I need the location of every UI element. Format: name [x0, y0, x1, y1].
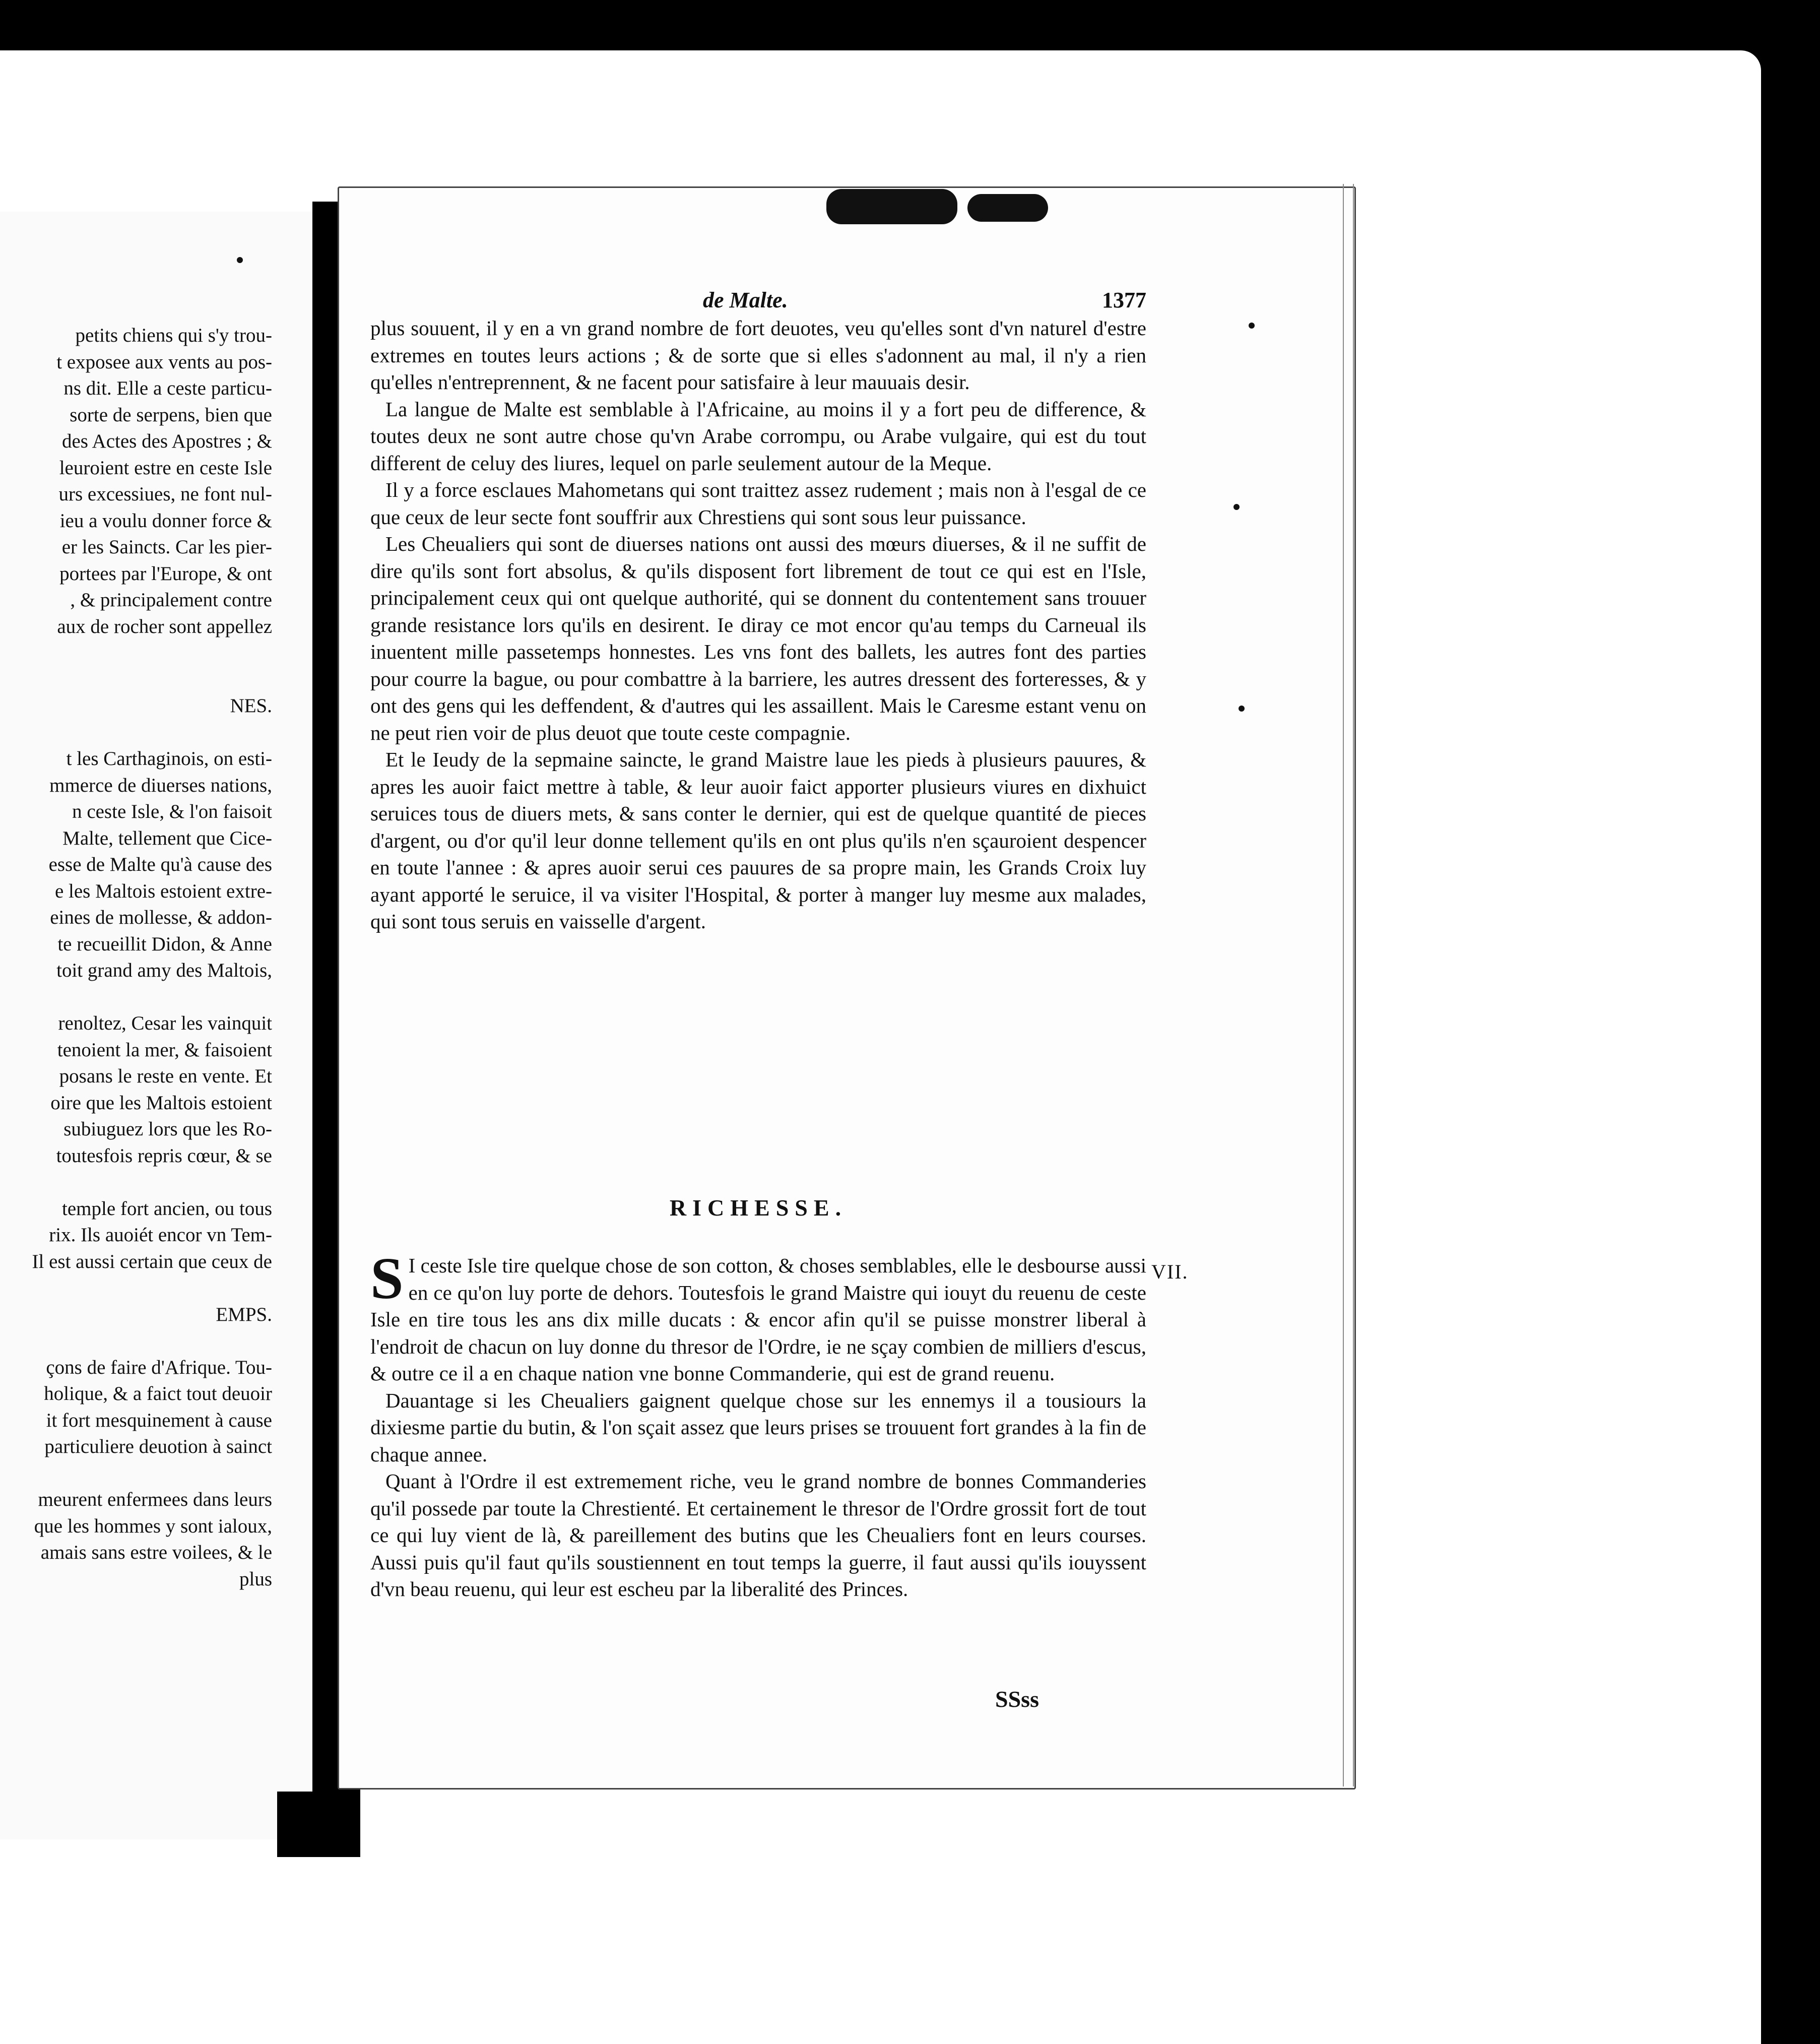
left-page-line: subiuguez lors que les Ro- — [63, 1118, 272, 1140]
paragraph: Et le Ieudy de la sepmaine saincte, le grand Maistre laue les pieds à plusieurs pauures, & apres les auoir faict mettre à table, & leur auoir faict apporter plusieurs viures en dixhuict seruices tous de diuers mets, & sans conter le dernier, qui est de quelque quantité de pieces d'argent, ou d'or qu'il leur donne tellement qu'ils en ont plus qu'ils n'en sçauroient despencer en toute l'annee : & apres auoir serui ces pauures de sa propre main, les Grands Croix luy ayant apporté le seruice, il va visiter l'Hospital, & porter à manger luy mesme aux malades, qui sont tous seruis en vaisselle d'argent. — [370, 748, 1146, 933]
left-page-line: mmerce de diuerses nations, — [49, 774, 272, 796]
left-page-line: tenoient la mer, & faisoient — [57, 1039, 272, 1061]
left-page-line: renoltez, Cesar les vainquit — [58, 1012, 272, 1034]
running-head: de Malte. — [703, 288, 788, 312]
speck — [237, 257, 243, 263]
paragraph-with-dropcap — [370, 1245, 1146, 1387]
left-page-line: aux de rocher sont appellez — [57, 615, 272, 637]
speck — [1239, 706, 1245, 712]
drop-cap: S — [370, 1245, 404, 1311]
left-page-line: toutesfois repris cœur, & se — [56, 1144, 272, 1167]
left-page-line: te recueillit Didon, & Anne — [57, 933, 272, 955]
left-page-line: ieu a voulu donner force & — [59, 509, 272, 532]
left-page-line: portees par l'Europe, & ont — [59, 562, 272, 585]
left-page-line: Malte, tellement que Cice- — [62, 827, 272, 849]
left-page-line: t les Carthaginois, on esti- — [66, 748, 272, 770]
left-page-line: eines de mollesse, & addon- — [50, 907, 272, 928]
left-page-line: plus — [239, 1568, 272, 1590]
left-page — [0, 212, 314, 1839]
left-page-line: amais sans estre voilees, & le — [40, 1542, 272, 1563]
ink-blot — [967, 194, 1048, 222]
page-number: 1377 — [1102, 288, 1146, 312]
left-page-line: temple fort ancien, ou tous — [62, 1197, 272, 1220]
paragraph: Quant à l'Ordre il est extremement riche, veu le grand nombre de bonnes Commanderies qu'il possede par toute la Chrestienté. Et certainement le thresor de l'Ordre grossit fort de tout ce qui luy vient de là, & pareillement des butins que les Cheualiers font en leurs courses. Aussi puis qu'il faut qu'ils soustiennent en tout temps la guerre, il faut aussi qu'ils iouyssent d'vn beau reuenu, qui leur est escheu par la liberalité des Princes. — [370, 1470, 1146, 1601]
left-page-line: des Actes des Apostres ; & — [61, 430, 272, 452]
left-page-line: holique, & a faict tout deuoir — [44, 1383, 272, 1404]
left-page-line: NES. — [230, 695, 272, 717]
left-page-line: esse de Malte qu'à cause des — [48, 854, 272, 875]
body-text — [370, 315, 1146, 935]
page-edge — [1343, 184, 1354, 1786]
paragraph: I ceste Isle tire quelque chose de son cotton, & choses semblables, elle le desbourse aussi en ce qu'on luy porte de dehors. Toutesfois le grand Maistre qui iouyt du reuenu de ceste Isle en tire tous les ans dix mille ducats : & encor afin qu'il se puisse monstrer liberal à l'endroit de chacun on luy donne du thresor de l'Ordre, ie ne sçay combien de milliers d'escus, & outre ce il a en chaque nation vne bonne Commanderie, qui est de grand reuenu. — [370, 1254, 1146, 1385]
left-page-line: urs excessiues, ne font nul- — [58, 483, 272, 505]
left-page-line: çons de faire d'Afrique. Tou- — [46, 1356, 272, 1378]
left-page-line: leuroient estre en ceste Isle — [59, 457, 272, 479]
left-page-line: , & principalement contre — [70, 589, 272, 611]
left-page-line: t exposee aux vents au pos- — [56, 351, 272, 373]
speck — [1233, 504, 1240, 510]
left-page-line: toit grand amy des Maltois, — [56, 960, 272, 981]
page-header — [370, 287, 1146, 317]
signature-mark: SSss — [995, 1686, 1039, 1712]
paragraph: Dauantage si les Cheualiers gaignent quelque chose sur les ennemys il a tousiours la dixiesme partie du butin, & l'on sçait assez que leurs prises se trouuent fort grandes à la fin de chaque annee. — [370, 1388, 1146, 1466]
paragraph: Les Cheualiers qui sont de diuerses nations ont aussi des mœurs diuerses, & il ne suffit de dire qu'ils sont fort absolus, & qu'ils disposent fort librement de tout ce qui est en l'Isle, principalement ceux qui ont quelque authorité, qui se donnent du contentement sans trouuer grande resistance lors qu'ils en desirent. Ie diray ce mot encor qu'au temps du Carneual ils inuentent mille passetemps honnestes. Les vns font des ballets, les autres font des parties pour courre la bague, ou pour combattre à la barriere, les autres dressent des forteresses, & y ont des gens qui les deffendent, & d'autres qui les assaillent. Mais le Caresme estant venu on ne peut rien voir de plus deuot que toute ceste compagnie. — [370, 532, 1146, 744]
left-page-line: it fort mesquinement à cause — [46, 1409, 272, 1431]
book-gutter-foot — [277, 1792, 360, 1857]
left-page-line: petits chiens qui s'y trou- — [75, 325, 272, 346]
paragraph: Il y a force esclaues Mahometans qui sont traittez assez rudement ; mais non à l'esgal de ce que ceux de leur secte font souffrir aux Chrestiens qui sont sous leur puissance. — [370, 478, 1146, 529]
left-page-line: er les Saincts. Car les pier- — [61, 536, 272, 558]
ink-blot — [826, 189, 957, 224]
paragraph: La langue de Malte est semblable à l'Africaine, au moins il y a fort peu de difference, & toutes deux ne sont autre chose qu'vn Arabe corrompu, ou Arabe vulgaire, qui est du tout different de celuy des liures, lequel on parle seulement autour de la Meque. — [370, 397, 1146, 475]
left-page-line: rix. Ils auoiét encor vn Tem- — [49, 1224, 272, 1246]
left-page-line: que les hommes y sont ialoux, — [34, 1515, 272, 1537]
left-page-line: e les Maltois estoient extre- — [54, 880, 272, 902]
section-text — [370, 1245, 1146, 1603]
left-page-line: n ceste Isle, & l'on faisoit — [72, 801, 272, 822]
speck — [1249, 323, 1255, 329]
left-page-line: sorte de serpens, bien que — [70, 404, 272, 426]
left-page-line: EMPS. — [216, 1303, 272, 1325]
left-page-line: particuliere deuotion à sainct — [44, 1436, 272, 1457]
section-heading: RICHESSE. — [669, 1195, 848, 1221]
left-page-line: posans le reste en vente. Et — [59, 1065, 272, 1087]
marginal-note: VII. — [1151, 1260, 1189, 1283]
left-page-line: meurent enfermees dans leurs — [38, 1489, 272, 1510]
left-page-line: oire que les Maltois estoient — [50, 1092, 272, 1114]
left-page-line: Il est aussi certain que ceux de — [32, 1250, 272, 1272]
left-page-line: ns dit. Elle a ceste particu- — [63, 377, 272, 399]
paragraph: plus souuent, il y en a vn grand nombre de fort deuotes, veu qu'elles sont d'vn naturel d'estre extremes en toutes leurs actions ; & de sorte que si elles s'adonnent au mal, il n'y a rien qu'elles n'entreprennent, & ne facent pour satisfaire à leur mauuais desir. — [370, 316, 1146, 394]
